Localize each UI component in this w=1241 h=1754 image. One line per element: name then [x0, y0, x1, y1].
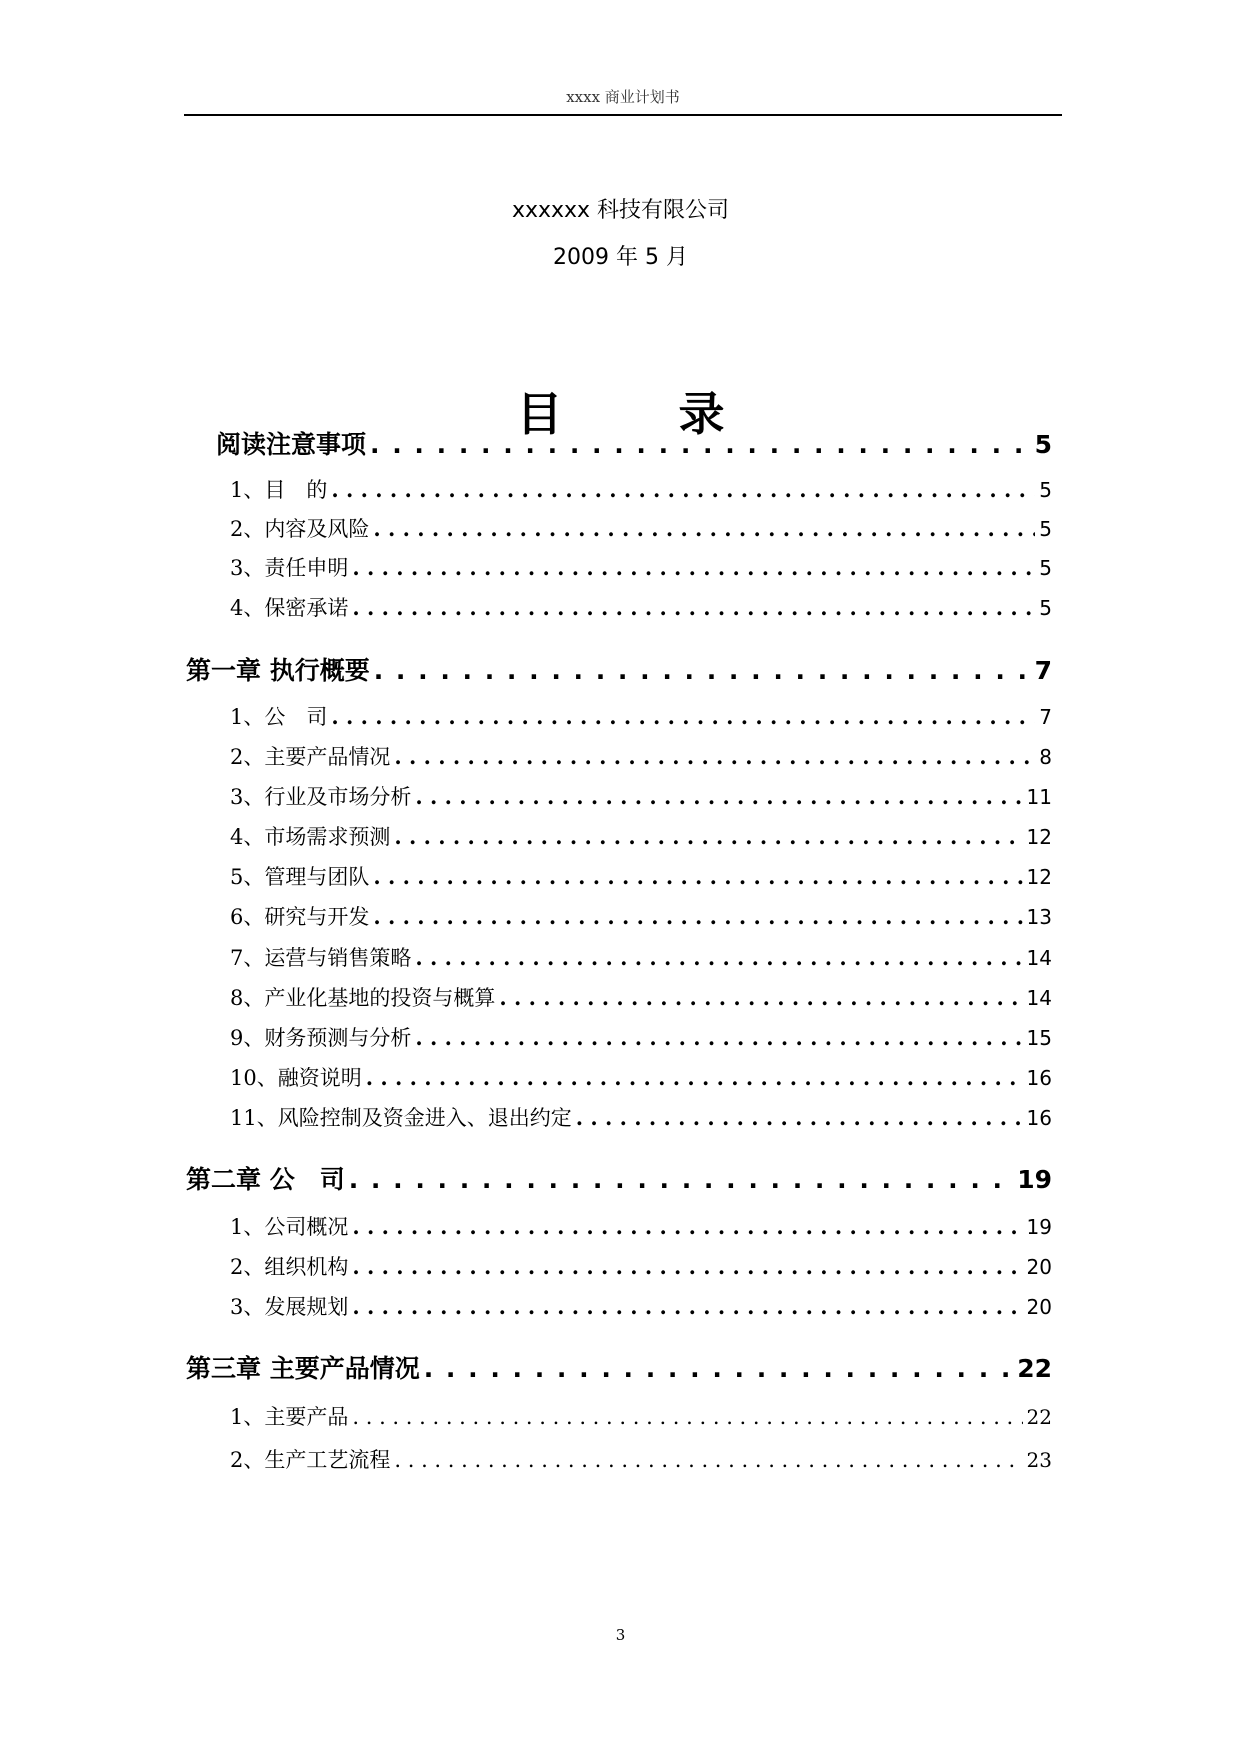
toc-dot-leader — [415, 784, 1022, 809]
toc-entry-page: 20 — [1026, 1295, 1052, 1319]
toc-entry-page: 13 — [1026, 905, 1052, 929]
toc-entry-label: 2、主要产品情况 — [230, 745, 391, 769]
toc-entry-page: 12 — [1026, 825, 1052, 849]
toc-dot-leader — [394, 824, 1022, 849]
toc-dot-leader — [373, 516, 1035, 541]
toc-entry-label: 11、风险控制及资金进入、退出约定 — [230, 1106, 572, 1130]
toc-dot-leader — [349, 1165, 1013, 1194]
toc-entry-page: 5 — [1034, 430, 1052, 459]
toc-entry-main-product-list[interactable] — [230, 1401, 1052, 1431]
toc-dot-leader — [331, 704, 1035, 729]
toc-entry-label: 第三章 主要产品情况 — [186, 1354, 420, 1383]
document-date: 2009 年 5 月 — [553, 245, 688, 270]
toc-entry-page: 12 — [1026, 865, 1052, 889]
toc-dot-leader — [394, 1448, 1022, 1472]
toc-entry-page: 11 — [1026, 785, 1052, 809]
toc-entry-page: 16 — [1026, 1106, 1052, 1130]
toc-dot-leader — [352, 1214, 1022, 1239]
toc-dot-leader — [415, 1025, 1022, 1050]
toc-entry-label: 9、财务预测与分析 — [230, 1026, 412, 1050]
toc-dot-leader — [352, 555, 1035, 580]
toc-entry-label: 10、融资说明 — [230, 1066, 362, 1090]
toc-entry-chapter-1[interactable] — [186, 651, 1052, 687]
toc-entry-label: 3、责任申明 — [230, 556, 349, 580]
toc-entry-base-investment[interactable] — [230, 982, 1052, 1012]
toc-entry-development-plan[interactable] — [230, 1291, 1052, 1321]
toc-dot-leader — [394, 744, 1035, 769]
toc-entry-industry-market[interactable] — [230, 781, 1052, 811]
toc-dot-leader — [415, 945, 1022, 970]
toc-entry-label: 5、管理与团队 — [230, 865, 370, 889]
toc-entry-page: 7 — [1039, 705, 1052, 729]
toc-entry-label: 1、主要产品 — [230, 1405, 349, 1429]
toc-dot-leader — [366, 1065, 1023, 1090]
toc-dot-leader — [499, 985, 1022, 1010]
toc-entry-chapter-2[interactable] — [186, 1160, 1052, 1196]
toc-entry-label: 2、组织机构 — [230, 1255, 349, 1279]
toc-entry-label: 2、生产工艺流程 — [230, 1448, 391, 1472]
toc-entry-label: 第二章 公 司 — [186, 1165, 345, 1194]
toc-dot-leader — [373, 904, 1022, 929]
toc-entry-organization[interactable] — [230, 1251, 1052, 1281]
toc-entry-page: 5 — [1039, 517, 1052, 541]
toc-entry-label: 3、发展规划 — [230, 1295, 349, 1319]
toc-entry-label: 4、市场需求预测 — [230, 825, 391, 849]
toc-title: 目 录 — [516, 387, 775, 441]
toc-entry-page: 16 — [1026, 1066, 1052, 1090]
toc-dot-leader — [373, 864, 1022, 889]
toc-entry-financing[interactable] — [230, 1062, 1052, 1092]
toc-entry-page: 20 — [1026, 1255, 1052, 1279]
toc-entry-page: 22 — [1026, 1405, 1052, 1429]
toc-entry-main-products[interactable] — [230, 741, 1052, 771]
toc-dot-leader — [352, 1254, 1022, 1279]
toc-entry-risk-control[interactable] — [230, 1102, 1052, 1132]
toc-entry-reading-notes[interactable] — [216, 425, 1052, 461]
toc-entry-page: 19 — [1017, 1165, 1052, 1194]
toc-entry-page: 5 — [1039, 596, 1052, 620]
toc-entry-confidentiality[interactable] — [230, 592, 1052, 622]
toc-entry-page: 15 — [1026, 1026, 1052, 1050]
toc-dot-leader — [424, 1354, 1013, 1383]
toc-entry-label: 3、行业及市场分析 — [230, 785, 412, 809]
toc-entry-label: 7、运营与销售策略 — [230, 946, 412, 970]
toc-entry-label: 1、公 司 — [230, 705, 328, 729]
toc-entry-chapter-3[interactable] — [186, 1349, 1052, 1385]
toc-entry-process-flow[interactable] — [230, 1444, 1052, 1474]
toc-entry-page: 19 — [1026, 1215, 1052, 1239]
toc-entry-label: 1、目 的 — [230, 478, 328, 502]
toc-entry-financial-forecast[interactable] — [230, 1022, 1052, 1052]
toc-entry-label: 阅读注意事项 — [216, 430, 367, 459]
toc-entry-page: 23 — [1026, 1448, 1052, 1472]
toc-entry-page: 5 — [1039, 556, 1052, 580]
toc-dot-leader — [352, 1405, 1022, 1429]
toc-dot-leader — [370, 430, 1031, 459]
toc-dot-leader — [352, 1294, 1022, 1319]
page-number: 3 — [615, 1626, 626, 1644]
toc-entry-operations-sales[interactable] — [230, 942, 1052, 972]
running-header: xxxx 商业计划书 — [566, 88, 680, 106]
toc-dot-leader — [352, 595, 1035, 620]
toc-entry-rnd[interactable] — [230, 901, 1052, 931]
toc-entry-demand-forecast[interactable] — [230, 821, 1052, 851]
toc-entry-page: 14 — [1026, 946, 1052, 970]
toc-entry-label: 1、公司概况 — [230, 1215, 349, 1239]
company-name: xxxxxx 科技有限公司 — [511, 198, 730, 223]
toc-entry-purpose[interactable] — [230, 474, 1052, 504]
toc-entry-label: 2、内容及风险 — [230, 517, 370, 541]
toc-entry-page: 5 — [1039, 478, 1052, 502]
toc-entry-content-risk[interactable] — [230, 513, 1052, 543]
toc-entry-page: 7 — [1034, 656, 1052, 685]
toc-dot-leader — [576, 1105, 1023, 1130]
toc-entry-label: 8、产业化基地的投资与概算 — [230, 986, 496, 1010]
toc-entry-label: 6、研究与开发 — [230, 905, 370, 929]
toc-entry-page: 14 — [1026, 986, 1052, 1010]
toc-entry-page: 22 — [1017, 1354, 1052, 1383]
toc-entry-label: 第一章 执行概要 — [186, 656, 370, 685]
toc-entry-page: 8 — [1039, 745, 1052, 769]
toc-entry-company-overview[interactable] — [230, 1211, 1052, 1241]
toc-entry-label: 4、保密承诺 — [230, 596, 349, 620]
toc-entry-management-team[interactable] — [230, 861, 1052, 891]
toc-dot-leader — [374, 656, 1031, 685]
toc-entry-disclaimer[interactable] — [230, 552, 1052, 582]
toc-dot-leader — [331, 477, 1035, 502]
header-rule — [184, 114, 1062, 116]
toc-entry-company[interactable] — [230, 701, 1052, 731]
